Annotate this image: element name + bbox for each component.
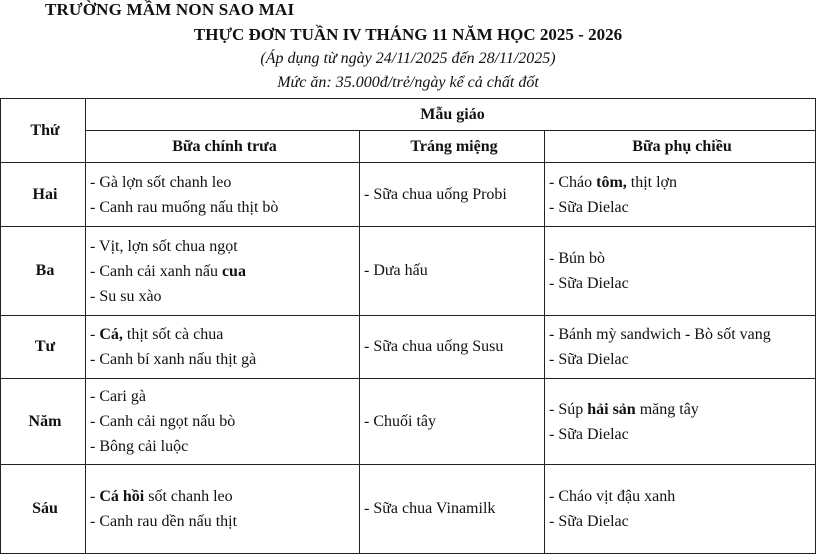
dish-item: - Vịt, lợn sốt chua ngọt bbox=[90, 237, 238, 255]
snack-cell bbox=[545, 465, 816, 554]
dish-item: - Cari gà bbox=[90, 388, 146, 405]
snack-cell bbox=[545, 379, 816, 465]
dish-item: - Sữa Dielac bbox=[549, 351, 629, 368]
table-row bbox=[1, 227, 816, 316]
meal-rate: Mức ăn: 35.000đ/trẻ/ngày kể cả chất đốt bbox=[277, 74, 539, 91]
dish-item: - Canh bí xanh nấu thịt gà bbox=[90, 351, 257, 368]
dish-item: - Súp hải sản măng tây bbox=[549, 400, 699, 418]
snack-cell bbox=[545, 316, 816, 379]
main-meal-cell bbox=[86, 227, 360, 316]
dessert-cell: - Chuối tây bbox=[360, 379, 545, 465]
day-cell: Năm bbox=[1, 379, 86, 465]
day-cell: Ba bbox=[1, 227, 86, 316]
dish-item: - Sữa Dielac bbox=[549, 425, 629, 443]
dish-item: - Cá hồi sốt chanh leo bbox=[90, 488, 233, 505]
main-meal-cell bbox=[86, 465, 360, 554]
dish-item: - Canh cải xanh nấu cua bbox=[90, 262, 246, 280]
dish-item: - Sữa Dielac bbox=[549, 198, 629, 216]
dish-item: - Su su xào bbox=[90, 287, 162, 305]
dish-item: - Cháo vịt đậu xanh bbox=[549, 488, 676, 505]
menu-subtitle: (Áp dụng từ ngày 24/11/2025 đến 28/11/2025) bbox=[260, 50, 556, 67]
dish-item: - Bún bò bbox=[549, 250, 605, 267]
header-group: Mẫu giáo bbox=[86, 99, 816, 131]
header-dessert: Tráng miệng bbox=[360, 131, 545, 163]
main-meal-cell bbox=[86, 163, 360, 227]
header-afternoon-snack: Bữa phụ chiều bbox=[545, 131, 816, 163]
table-row bbox=[1, 316, 816, 379]
dish-item: - Canh rau dền nấu thịt bbox=[90, 513, 238, 530]
dessert-cell: - Sữa chua Vinamilk bbox=[360, 465, 545, 554]
dish-item: - Canh rau muống nấu thịt bò bbox=[90, 198, 279, 216]
day-cell: Tư bbox=[1, 316, 86, 379]
dish-item: - Sữa Dielac bbox=[549, 275, 629, 292]
main-meal-cell bbox=[86, 379, 360, 465]
dish-item: - Cháo tôm, thịt lợn bbox=[549, 173, 678, 191]
dish-item: - Gà lợn sốt chanh leo bbox=[90, 173, 232, 191]
snack-cell bbox=[545, 163, 816, 227]
school-name: TRƯỜNG MẦM NON SAO MAI bbox=[45, 0, 295, 19]
menu-title: THỰC ĐƠN TUẦN IV THÁNG 11 NĂM HỌC 2025 - 2026 bbox=[193, 25, 623, 44]
header-day: Thứ bbox=[1, 99, 86, 163]
snack-cell bbox=[545, 227, 816, 316]
day-cell: Hai bbox=[1, 163, 86, 227]
dessert-cell: - Sữa chua uống Probi bbox=[360, 163, 545, 227]
dish-item: - Canh cải ngọt nấu bò bbox=[90, 413, 236, 430]
main-meal-cell bbox=[86, 316, 360, 379]
menu-table bbox=[0, 98, 816, 554]
header-main-meal: Bữa chính trưa bbox=[86, 131, 360, 163]
table-row bbox=[1, 379, 816, 465]
table-row bbox=[1, 465, 816, 554]
dish-item: - Bông cải luộc bbox=[90, 438, 189, 455]
dish-item: - Bánh mỳ sandwich - Bò sốt vang bbox=[549, 326, 771, 343]
dish-item: - Cá, thịt sốt cà chua bbox=[90, 326, 224, 343]
day-cell: Sáu bbox=[1, 465, 86, 554]
dessert-cell: - Sữa chua uống Susu bbox=[360, 316, 545, 379]
dessert-cell: - Dưa hấu bbox=[360, 227, 545, 316]
dish-item: - Sữa Dielac bbox=[549, 513, 629, 530]
table-row bbox=[1, 163, 816, 227]
